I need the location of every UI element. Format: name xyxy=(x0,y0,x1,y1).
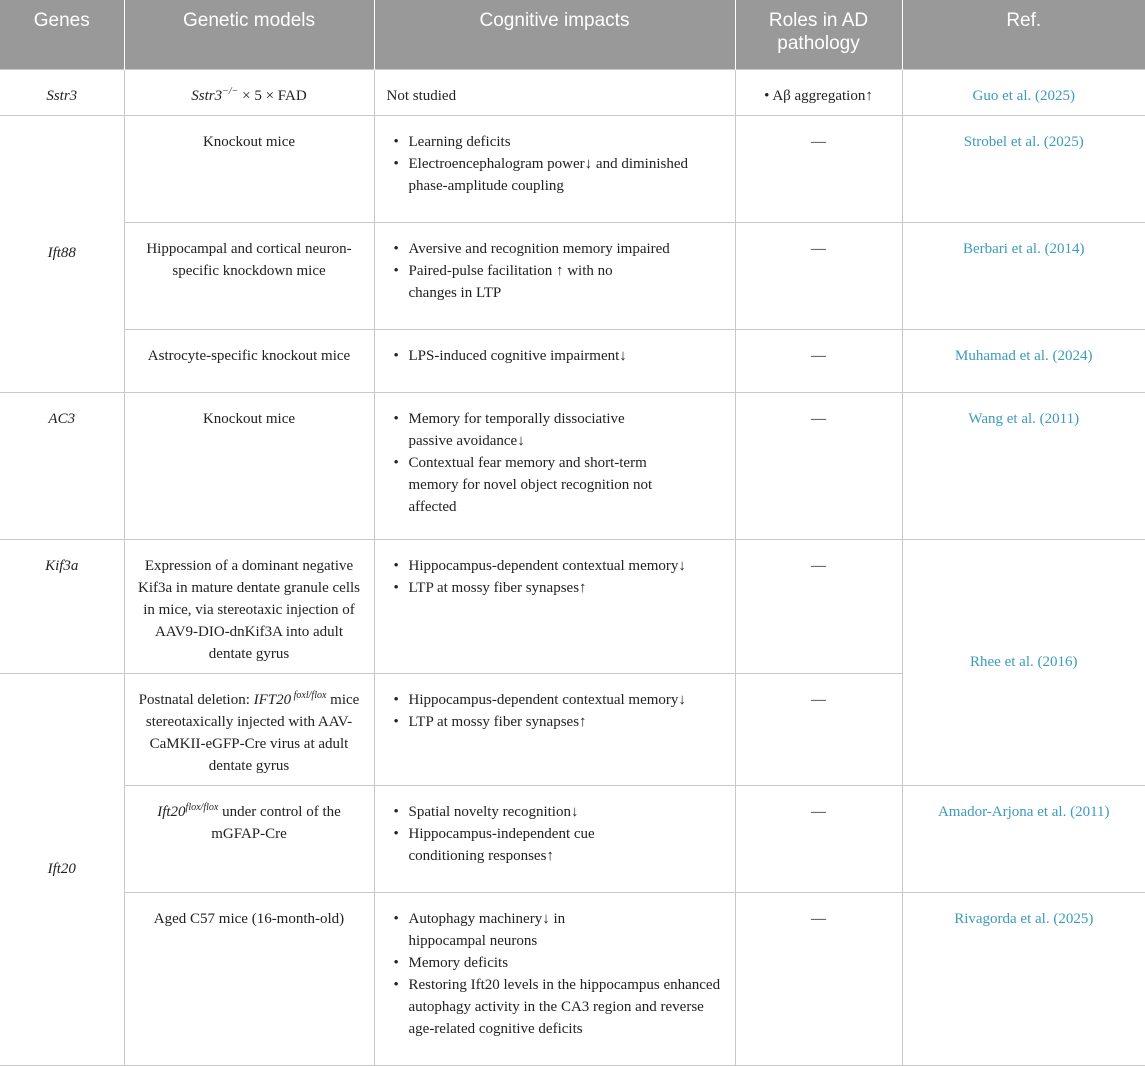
model-superscript: −/− xyxy=(222,85,239,97)
role-cell: — xyxy=(735,392,902,539)
list-item: • LTP at mossy fiber synapses↑ xyxy=(409,577,723,599)
table-row xyxy=(0,892,1145,1065)
impact-list xyxy=(387,131,723,197)
impact-list xyxy=(387,238,723,304)
impact-list xyxy=(387,555,723,599)
model-superscript: foxl/flox xyxy=(291,689,327,701)
table-row xyxy=(0,785,1145,892)
impact-cell xyxy=(374,673,735,785)
impact-cell: Not studied xyxy=(374,69,735,115)
ref-link[interactable]: Muhamad et al. (2024) xyxy=(902,329,1145,392)
model-cell: Knockout mice xyxy=(124,392,374,539)
list-item: • LTP at mossy fiber synapses↑ xyxy=(409,711,723,733)
header-ref: Ref. xyxy=(902,0,1145,69)
gene-cell: Sstr3 xyxy=(0,69,124,115)
impact-list xyxy=(387,801,723,867)
list-item: • Restoring Ift20 levels in the hippocampus enhanced autophagy activity in the CA3 region and reverse age-related cognitive deficits xyxy=(409,974,723,1040)
role-cell: — xyxy=(735,115,902,222)
header-genes: Genes xyxy=(0,0,124,69)
header-genetic-models: Genetic models xyxy=(124,0,374,69)
role-cell: — xyxy=(735,673,902,785)
model-gene: Sstr3 xyxy=(191,87,223,104)
impact-cell xyxy=(374,539,735,673)
model-rest: × 5 × FAD xyxy=(238,87,307,104)
impact-cell xyxy=(374,785,735,892)
model-cell: Astrocyte-specific knockout mice xyxy=(124,329,374,392)
list-item: • Hippocampus-independent cue conditioning responses↑ xyxy=(409,823,633,867)
impact-cell xyxy=(374,222,735,329)
model-rest: mice stereotaxically injected with AAV-CaMKII-eGFP-Cre virus at adult dentate gyrus xyxy=(145,691,360,774)
list-item: • Contextual fear memory and short-term memory for novel object recognition not affected xyxy=(409,452,653,518)
ref-link[interactable]: Strobel et al. (2025) xyxy=(902,115,1145,222)
role-cell: — xyxy=(735,539,902,673)
ref-link[interactable]: Amador-Arjona et al. (2011) xyxy=(902,785,1145,892)
table-row xyxy=(0,392,1145,539)
list-item: • Memory deficits xyxy=(409,952,723,974)
model-cell: Aged C57 mice (16-month-old) xyxy=(124,892,374,1065)
ref-link[interactable]: Guo et al. (2025) xyxy=(902,69,1145,115)
table-row xyxy=(0,539,1145,673)
ref-link[interactable]: Rivagorda et al. (2025) xyxy=(902,892,1145,1065)
model-prefix: Postnatal deletion: xyxy=(138,691,254,708)
list-item: • Aversive and recognition memory impaired xyxy=(409,238,723,260)
table-row xyxy=(0,69,1145,115)
list-item: • LPS-induced cognitive impairment↓ xyxy=(409,345,723,367)
header-cognitive-impacts: Cognitive impacts xyxy=(374,0,735,69)
impact-cell xyxy=(374,115,735,222)
model-cell xyxy=(124,69,374,115)
list-item: • Electroencephalogram power↓ and diminished phase-amplitude coupling xyxy=(409,153,723,197)
gene-cell: AC3 xyxy=(0,392,124,539)
header-roles: Roles in AD pathology xyxy=(735,0,902,69)
list-item: • Hippocampus-dependent contextual memory↓ xyxy=(409,555,723,577)
model-cell: Knockout mice xyxy=(124,115,374,222)
role-cell: — xyxy=(735,892,902,1065)
ref-link[interactable]: Berbari et al. (2014) xyxy=(902,222,1145,329)
list-item: • Hippocampus-dependent contextual memory↓ xyxy=(409,689,723,711)
impact-list xyxy=(387,908,723,1040)
list-item: • Autophagy machinery↓ in hippocampal neurons xyxy=(409,908,723,952)
gene-cell: Kif3a xyxy=(0,539,124,673)
table-row xyxy=(0,115,1145,222)
model-gene: IFT20 xyxy=(253,691,292,708)
header-row xyxy=(0,0,1145,69)
model-cell xyxy=(124,673,374,785)
table-row xyxy=(0,222,1145,329)
table-row xyxy=(0,329,1145,392)
role-cell: • Aβ aggregation↑ xyxy=(735,69,902,115)
list-item: • Spatial novelty recognition↓ xyxy=(409,801,633,823)
impact-list xyxy=(387,408,723,518)
list-item: • Learning deficits xyxy=(409,131,723,153)
role-cell: — xyxy=(735,222,902,329)
model-cell: Hippocampal and cortical neuron-specific knockdown mice xyxy=(124,222,374,329)
model-rest: under control of the mGFAP-Cre xyxy=(211,803,341,842)
model-superscript: flox/flox xyxy=(185,801,219,813)
gene-cell: Ift88 xyxy=(0,115,124,392)
role-cell: — xyxy=(735,785,902,892)
model-cell: Expression of a dominant negative Kif3a in mature dentate granule cells in mice, via stereotaxic injection of AAV9-DIO-dnKif3A into adult dentate gyrus xyxy=(124,539,374,673)
model-gene: Ift20 xyxy=(157,803,186,820)
impact-list xyxy=(387,345,723,367)
impact-cell xyxy=(374,329,735,392)
role-cell: — xyxy=(735,329,902,392)
list-item: • Memory for temporally dissociative passive avoidance↓ xyxy=(409,408,653,452)
list-item: • Paired-pulse facilitation ↑ with no changes in LTP xyxy=(409,260,723,304)
ref-link[interactable]: Rhee et al. (2016) xyxy=(902,539,1145,785)
impact-cell xyxy=(374,392,735,539)
model-cell xyxy=(124,785,374,892)
ref-link[interactable]: Wang et al. (2011) xyxy=(902,392,1145,539)
impact-list xyxy=(387,689,723,733)
gene-cell: Ift20 xyxy=(0,673,124,1065)
impact-cell xyxy=(374,892,735,1065)
